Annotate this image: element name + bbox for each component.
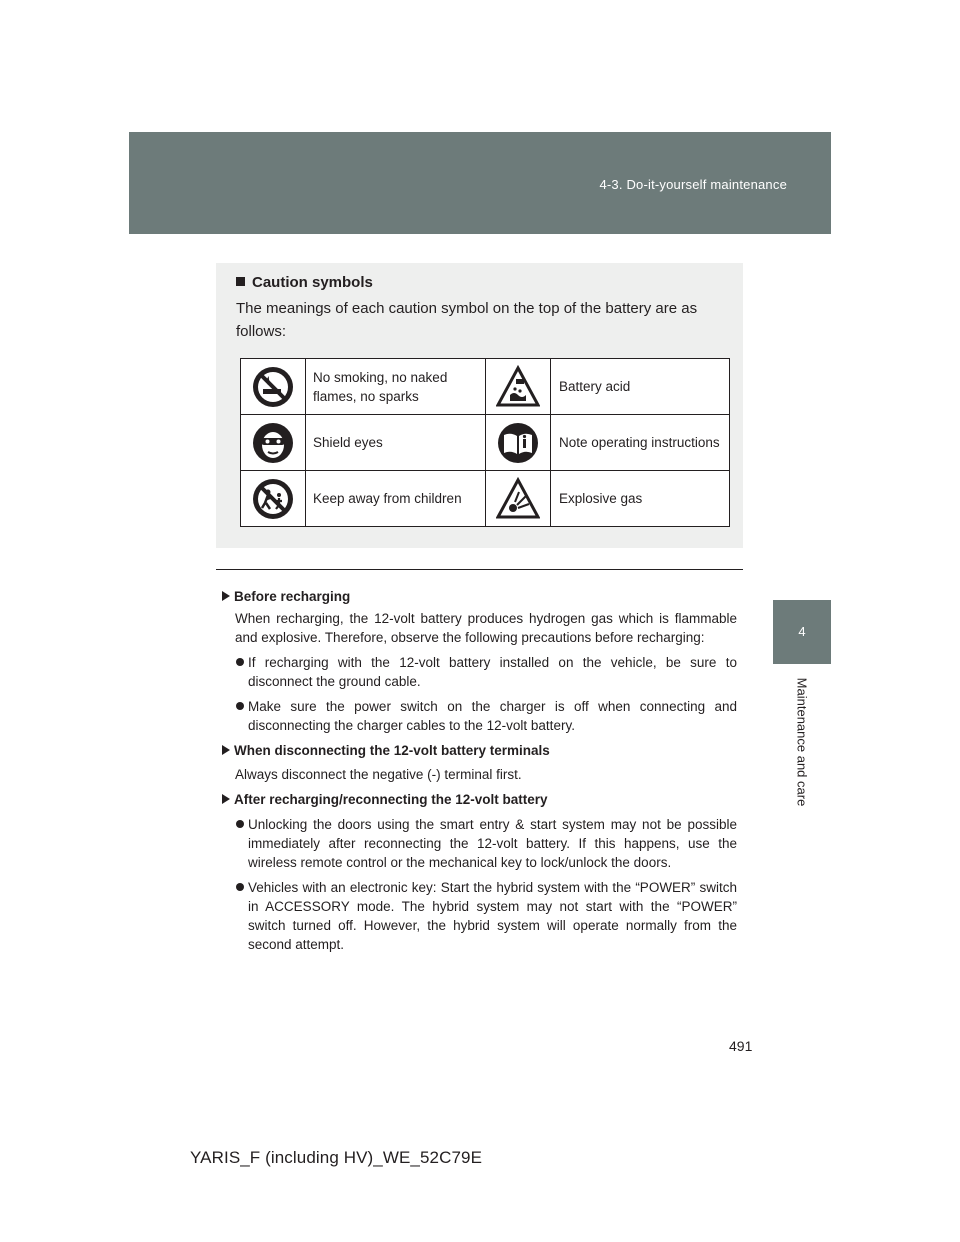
chapter-label-text: Maintenance and care — [794, 677, 810, 807]
table-row — [241, 359, 730, 415]
body-content — [222, 587, 737, 954]
list-item: Vehicles with an electronic key: Start the hybrid system with the “POWER” switch in ACCESSORY mode. The hybrid system may not start with the “POWER” switch turned off. However, the hybrid system will operate normally from the second attempt. — [235, 878, 737, 954]
caution-symbols-box — [216, 263, 743, 548]
page-number: 491 — [729, 1038, 753, 1054]
section-title: 4-3. Do-it-yourself maintenance — [599, 177, 787, 192]
battery-acid-icon — [486, 359, 551, 415]
section-divider — [216, 569, 743, 570]
symbol-label: Note operating instructions — [551, 415, 730, 471]
section-heading — [222, 741, 737, 760]
section-heading-text: When disconnecting the 12-volt battery terminals — [234, 743, 550, 758]
shield-eyes-icon — [241, 415, 306, 471]
header-band — [129, 132, 831, 234]
table-row — [241, 415, 730, 471]
symbol-label: No smoking, no naked flames, no sparks — [306, 359, 486, 415]
section-paragraph: When recharging, the 12-volt battery produces hydrogen gas which is flammable and explosive. Therefore, observe the following precautions before recharging: — [235, 611, 737, 645]
symbol-label: Keep away from children — [306, 471, 486, 527]
section-heading — [222, 587, 737, 606]
table-row — [241, 471, 730, 527]
caution-intro: The meanings of each caution symbol on the top of the battery are as follows: — [236, 300, 698, 340]
section-paragraph: Always disconnect the negative (-) terminal first. — [235, 767, 522, 782]
symbol-label: Shield eyes — [306, 415, 486, 471]
section-heading — [222, 790, 737, 809]
no-smoking-icon — [241, 359, 306, 415]
chapter-tab-label — [773, 667, 831, 817]
operating-instructions-icon — [486, 415, 551, 471]
caution-heading — [236, 274, 373, 291]
triangle-bullet-icon — [222, 745, 230, 755]
list-item: Unlocking the doors using the smart entry & start system may not be possible immediately after reconnecting the 12-volt battery. If this happens, use the wireless remote control or the mechanical key to lock/unlock the doors. — [235, 815, 737, 872]
keep-away-children-icon — [241, 471, 306, 527]
chapter-tab-number[interactable]: 4 — [773, 600, 831, 664]
list-item: If recharging with the 12-volt battery installed on the vehicle, be sure to disconnect the ground cable. — [235, 653, 737, 691]
triangle-bullet-icon — [222, 591, 230, 601]
document-code: YARIS_F (including HV)_WE_52C79E — [190, 1148, 483, 1167]
list-item: Make sure the power switch on the charger is off when connecting and disconnecting the charger cables to the 12-volt battery. — [235, 697, 737, 735]
explosive-gas-icon — [486, 471, 551, 527]
symbol-label: Explosive gas — [551, 471, 730, 527]
triangle-bullet-icon — [222, 794, 230, 804]
caution-symbols-table — [240, 358, 730, 527]
section-heading-text: Before recharging — [234, 589, 351, 604]
section-heading-text: After recharging/reconnecting the 12-volt battery — [234, 792, 548, 807]
symbol-label: Battery acid — [551, 359, 730, 415]
square-bullet-icon — [236, 277, 245, 286]
caution-heading-text: Caution symbols — [252, 274, 373, 291]
